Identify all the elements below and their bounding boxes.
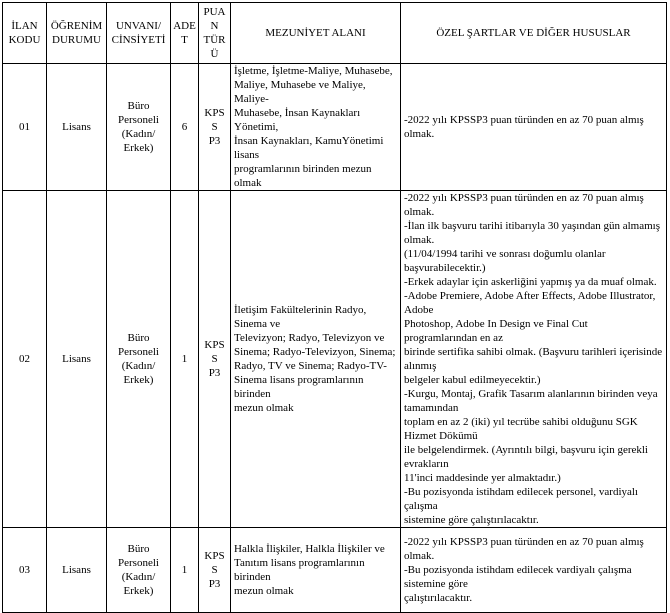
sartlar-cell: -2022 yılı KPSSP3 puan türünden en az 70 puan almış olmak. -İlan ilk başvuru tarihi itibarıyla 30 yaşından gün almamış olmak. (11/04/1994 tarihi ve sonrası doğumlu olanlar başvurabilecektir.) -Erkek adaylar için askerliğini yapmış ya da muaf olmak. -Adobe Premiere, Adobe After Effects, Adobe Illustrator, Adobe Photoshop, Adobe In Design ve Final Cut programlarından en az birinde sertifika sahibi olmak. (Başvuru tarihleri içerisinde alınmış belgeler kabul edilmeyecektir.) -Kurgu, Montaj, Grafik Tasarım alanlarının birinden veya tamamından toplam en az 2 (iki) yıl tecrübe sahibi olduğunu SGK Hizmet Dökümü ile belgelendirmek. (Ayrıntılı bilgi, başvuru için gerekli evrakların 11'inci maddesinde yer almaktadır.) -Bu pozisyonda istihdam edilecek personel, vardiyalı çalışma sistemine göre çalıştırılacaktır. [401, 191, 667, 528]
adet-cell: 6 [171, 64, 199, 191]
mezuniyet-cell: Halkla İlişkiler, Halkla İlişkiler ve Tanıtım lisans programlarının birinden mezun olmak [231, 528, 401, 613]
unvan-cell: Büro Personeli (Kadın/ Erkek) [107, 528, 171, 613]
unvan-cell: Büro Personeli (Kadın/ Erkek) [107, 64, 171, 191]
ogrenim-cell: Lisans [47, 191, 107, 528]
job-listing-table-wrapper [2, 2, 667, 613]
unvan-cell: Büro Personeli (Kadın/ Erkek) [107, 191, 171, 528]
ilan-kodu-cell: 03 [3, 528, 47, 613]
header-ogrenim-durumu: ÖĞRENİM DURUMU [47, 3, 107, 64]
puan-cell: KPSS P3 [199, 528, 231, 613]
adet-cell: 1 [171, 191, 199, 528]
table-row [3, 64, 667, 191]
ilan-kodu-cell: 02 [3, 191, 47, 528]
header-ozel-sartlar: ÖZEL ŞARTLAR VE DİĞER HUSUSLAR [401, 3, 667, 64]
header-row [3, 3, 667, 64]
mezuniyet-cell: İşletme, İşletme-Maliye, Muhasebe, Maliye, Muhasebe ve Maliye, Maliye- Muhasebe, İnsan Kaynakları Yönetimi, İnsan Kaynakları, KamuYönetimi lisans programlarının birinden mezun olmak [231, 64, 401, 191]
job-listing-table [2, 2, 667, 613]
header-ilan-kodu: İLAN KODU [3, 3, 47, 64]
header-puan-turu: PUAN TÜRÜ [199, 3, 231, 64]
ogrenim-cell: Lisans [47, 64, 107, 191]
header-mezuniyet-alani: MEZUNİYET ALANI [231, 3, 401, 64]
adet-cell: 1 [171, 528, 199, 613]
puan-cell: KPSS P3 [199, 64, 231, 191]
puan-cell: KPSS P3 [199, 191, 231, 528]
table-row [3, 528, 667, 613]
sartlar-cell: -2022 yılı KPSSP3 puan türünden en az 70 puan almış olmak. [401, 64, 667, 191]
header-unvani-cinsiyeti: UNVANI/ CİNSİYETİ [107, 3, 171, 64]
ogrenim-cell: Lisans [47, 528, 107, 613]
table-row [3, 191, 667, 528]
mezuniyet-cell: İletişim Fakültelerinin Radyo, Sinema ve Televizyon; Radyo, Televizyon ve Sinema; Radyo-Televizyon, Sinema; Radyo, TV ve Sinema; Radyo-TV- Sinema lisans programlarının birinden mezun olmak [231, 191, 401, 528]
ilan-kodu-cell: 01 [3, 64, 47, 191]
sartlar-cell: -2022 yılı KPSSP3 puan türünden en az 70 puan almış olmak. -Bu pozisyonda istihdam edilecek vardiyalı çalışma sistemine göre çalıştırılacaktır. [401, 528, 667, 613]
header-adet: ADET [171, 3, 199, 64]
